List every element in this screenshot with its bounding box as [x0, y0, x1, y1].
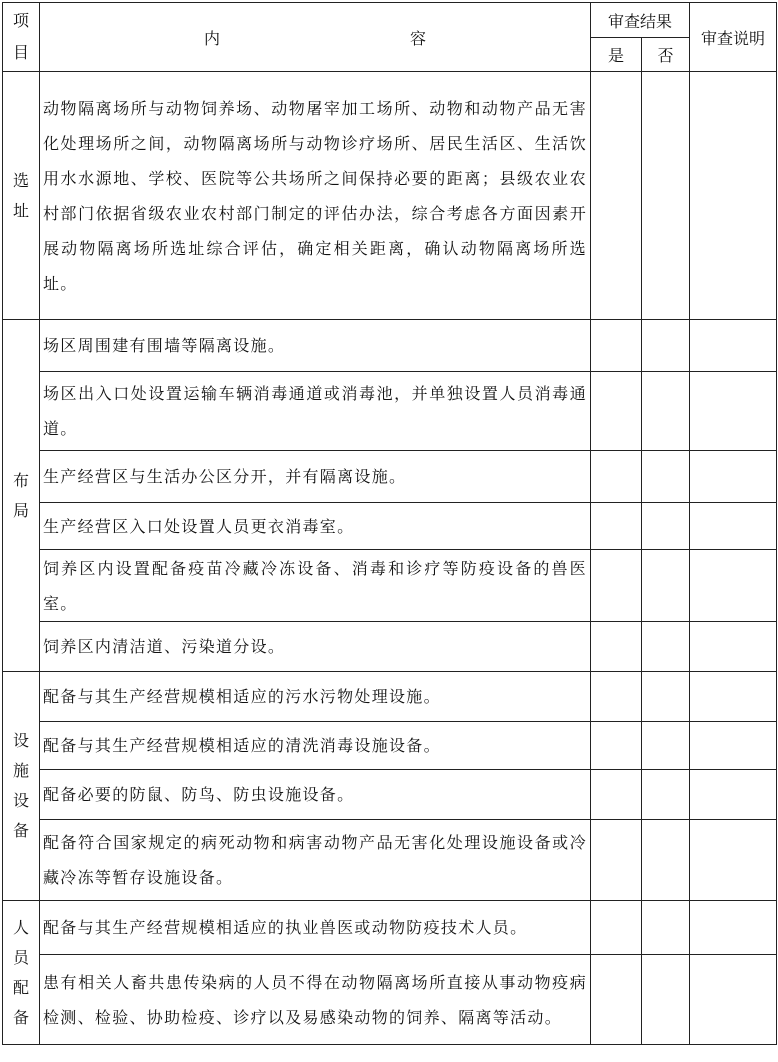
- note-cell[interactable]: [690, 672, 777, 722]
- no-check-cell[interactable]: [642, 672, 690, 722]
- section-site-label: 选 址: [3, 72, 40, 320]
- table-row: [3, 372, 777, 451]
- header-result: 审查结果: [591, 3, 690, 38]
- section-staff-label: 人 员 配 备: [3, 901, 40, 1045]
- content-cell: 生产经营区与生活办公区分开，并有隔离设施。: [40, 451, 591, 503]
- no-check-cell[interactable]: [642, 320, 690, 372]
- content-cell: 配备符合国家规定的病死动物和病害动物产品无害化处理设施设备或冷藏冷冻等暂存设施设备。: [40, 820, 591, 901]
- content-cell: 配备与其生产经营规模相适应的污水污物处理设施。: [40, 672, 591, 722]
- content-cell: 场区周围建有围墙等隔离设施。: [40, 320, 591, 372]
- header-row-1: [3, 3, 777, 38]
- section-layout-label: 布 局: [3, 320, 40, 672]
- content-cell: 配备必要的防鼠、防鸟、防虫设施设备。: [40, 770, 591, 820]
- yes-check-cell[interactable]: [591, 72, 642, 320]
- note-cell[interactable]: [690, 320, 777, 372]
- no-check-cell[interactable]: [642, 72, 690, 320]
- content-cell: 患有相关人畜共患传染病的人员不得在动物隔离场所直接从事动物疫病检测、检验、协助检疫、诊疗以及易感染动物的饲养、隔离等活动。: [40, 955, 591, 1045]
- yes-check-cell[interactable]: [591, 622, 642, 672]
- note-cell[interactable]: [690, 72, 777, 320]
- header-item: 项 目: [3, 3, 40, 72]
- table-row: [3, 503, 777, 550]
- table-row: [3, 955, 777, 1045]
- table-row: [3, 72, 777, 320]
- yes-check-cell[interactable]: [591, 672, 642, 722]
- note-cell[interactable]: [690, 451, 777, 503]
- content-cell: 场区出入口处设置运输车辆消毒通道或消毒池，并单独设置人员消毒通道。: [40, 372, 591, 451]
- no-check-cell[interactable]: [642, 820, 690, 901]
- no-check-cell[interactable]: [642, 503, 690, 550]
- yes-check-cell[interactable]: [591, 955, 642, 1045]
- yes-check-cell[interactable]: [591, 451, 642, 503]
- note-cell[interactable]: [690, 503, 777, 550]
- no-check-cell[interactable]: [642, 372, 690, 451]
- yes-check-cell[interactable]: [591, 550, 642, 622]
- table-row: [3, 901, 777, 955]
- table-row: [3, 722, 777, 770]
- no-check-cell[interactable]: [642, 622, 690, 672]
- note-cell[interactable]: [690, 820, 777, 901]
- review-checklist-table: [2, 2, 777, 1045]
- no-check-cell[interactable]: [642, 955, 690, 1045]
- yes-check-cell[interactable]: [591, 820, 642, 901]
- content-cell: 饲养区内设置配备疫苗冷藏冷冻设备、消毒和诊疗等防疫设备的兽医室。: [40, 550, 591, 622]
- yes-check-cell[interactable]: [591, 722, 642, 770]
- yes-check-cell[interactable]: [591, 503, 642, 550]
- header-note: 审查说明: [690, 3, 777, 72]
- note-cell[interactable]: [690, 901, 777, 955]
- no-check-cell[interactable]: [642, 770, 690, 820]
- table-row: [3, 320, 777, 372]
- header-yes: 是: [591, 38, 642, 72]
- table-row: [3, 672, 777, 722]
- section-facilities-label: 设 施 设 备: [3, 672, 40, 901]
- table-row: [3, 622, 777, 672]
- table-row: [3, 770, 777, 820]
- note-cell[interactable]: [690, 955, 777, 1045]
- content-cell: 配备与其生产经营规模相适应的执业兽医或动物防疫技术人员。: [40, 901, 591, 955]
- yes-check-cell[interactable]: [591, 770, 642, 820]
- note-cell[interactable]: [690, 372, 777, 451]
- yes-check-cell[interactable]: [591, 901, 642, 955]
- yes-check-cell[interactable]: [591, 372, 642, 451]
- no-check-cell[interactable]: [642, 451, 690, 503]
- yes-check-cell[interactable]: [591, 320, 642, 372]
- no-check-cell[interactable]: [642, 722, 690, 770]
- note-cell[interactable]: [690, 550, 777, 622]
- table-row: [3, 550, 777, 622]
- content-cell: 动物隔离场所与动物饲养场、动物屠宰加工场所、动物和动物产品无害化处理场所之间，动物隔离场所与动物诊疗场所、居民生活区、生活饮用水水源地、学校、医院等公共场所之间保持必要的距离；县级农业农村部门依据省级农业农村部门制定的评估办法，综合考虑各方面因素开展动物隔离场所选址综合评估，确定相关距离，确认动物隔离场所选址。: [40, 72, 591, 320]
- no-check-cell[interactable]: [642, 901, 690, 955]
- content-cell: 配备与其生产经营规模相适应的清洗消毒设施设备。: [40, 722, 591, 770]
- header-content: 内 容: [40, 3, 591, 72]
- note-cell[interactable]: [690, 622, 777, 672]
- content-cell: 饲养区内清洁道、污染道分设。: [40, 622, 591, 672]
- no-check-cell[interactable]: [642, 550, 690, 622]
- note-cell[interactable]: [690, 770, 777, 820]
- table-row: [3, 451, 777, 503]
- header-no: 否: [642, 38, 690, 72]
- content-cell: 生产经营区入口处设置人员更衣消毒室。: [40, 503, 591, 550]
- note-cell[interactable]: [690, 722, 777, 770]
- table-row: [3, 820, 777, 901]
